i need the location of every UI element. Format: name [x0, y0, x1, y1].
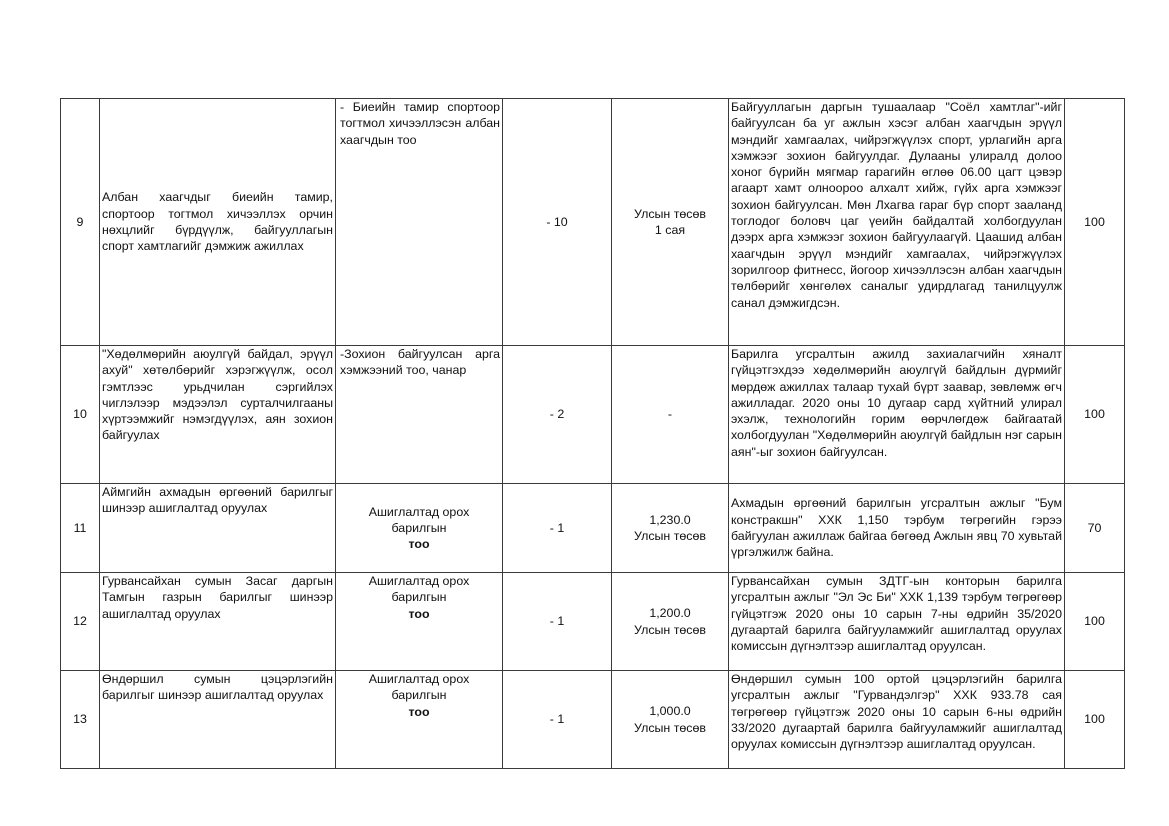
- budget: [612, 671, 729, 769]
- indicator: -Зохион байгуулсан арга хэмжээний тоо, чанар: [336, 346, 503, 484]
- table-row: [61, 99, 1125, 346]
- budget: [612, 573, 729, 671]
- budget: [612, 346, 729, 484]
- table-row: [61, 573, 1125, 671]
- budget: [612, 484, 729, 573]
- result-description: Байгууллагын даргын тушаалаар "Соёл хамтлаг"-ийг байгуулсан ба уг ажлын хэсэг албан хаагчдын эрүүл мэндийг хамгаалах, чийрэгжүүлэх спорт, урлагийн арга хэмжээг зохион байгуулдаг. Дулааны улиралд долоо хоног бүрийн мягмар гарагийн өглөө 06.00 цагт цэвэр агаарт хамт олноороо алхалт хийж, гүйх арга хэмжээг зохион байгуулсан. Мөн Лхагва гараг бүр спорт зааланд тоглодог боловч цаг үеийн байдалтай холбогдуулан дээрх арга хэмжээг зохион байгуулаагүй. Цаашид албан хаагчдын эрүүл мэндийг хамгаалах, чийрэгжүүлэх зорилгоор фитнесс, йогоор хичээллэсэн албан хаагчдын төлбөрийг хөнгөлөх саналыг удирдлагад танилцуулж санал дэмжигдсэн.: [729, 99, 1065, 346]
- result-description: Барилга угсралтын ажилд захиалагчийн хяналт гүйцэтгэхдээ хөдөлмөрийн аюулгүй байдлын дүрмийг мөрдөж ажиллах талаар тухай бүрт заавар, зөвлөмж өгч ажилладаг. 2020 оны 10 дугаар сард хүйтний улирал эхэлж, технологийн горим өөрчлөгдөж байгаатай холбогдуулан "Хөдөлмөрийн аюулгүй байдлын нэг сарын аян"-ыг зохион байгуулсан.: [729, 346, 1065, 484]
- table-row: [61, 484, 1125, 573]
- result-description: Өндөршил сумын 100 ортой цэцэрлэгийн барилга угсралтын ажлыг "Гурвандэлгэр" ХХК 933.78 сая төгрөгөөр гүйцэтгэж 2020 оны 10 сарын 6-ны өдрийн 33/2020 дугаартай барилга байгууламжийг ашиглалтад оруулах комиссын дүгнэлтээр ашиглалтад оруулсан.: [729, 671, 1065, 769]
- indicator-text: - Биеийн тамир спортоор тогтмол хичээллэсэн албан хаагчдын тоо: [340, 100, 500, 147]
- row-number: 10: [61, 346, 100, 484]
- table-row: [61, 671, 1125, 769]
- target-value: - 10: [503, 99, 612, 346]
- completion-percent: 100: [1065, 99, 1125, 346]
- budget-source: -: [667, 407, 673, 422]
- indicator: [336, 671, 503, 769]
- indicator-unit: тоо: [408, 537, 430, 552]
- target-value: - 1: [503, 484, 612, 573]
- budget-amount: 1,230.0: [649, 512, 691, 527]
- indicator-text: Ашиглалтад орох барилгын: [368, 504, 470, 535]
- table-row: [61, 346, 1125, 484]
- task-description: Өндөршил сумын цэцэрлэгийн барилгыг шинээр ашиглалтад оруулах: [100, 671, 336, 769]
- budget-amount: 1,200.0: [649, 606, 691, 621]
- indicator-unit: тоо: [408, 704, 430, 719]
- task-description: Гурвансайхан сумын Засаг даргын Тамгын газрын барилгыг шинээр ашиглалтад оруулах: [100, 573, 336, 671]
- budget-source: Улсын төсөв: [634, 206, 706, 221]
- row-number: 13: [61, 671, 100, 769]
- target-value: - 2: [503, 346, 612, 484]
- budget: [612, 99, 729, 346]
- row-number: 9: [61, 99, 100, 346]
- row-number: 11: [61, 484, 100, 573]
- completion-percent: 100: [1065, 573, 1125, 671]
- result-description: Ахмадын өргөөний барилгын угсралтын ажлыг "Бум констракшн" ХХК 1,150 тэрбум төгрөгийн гэрээ байгуулан ажиллаж байгаа бөгөөд Ажлын явц 70 хувьтай үргэлжилж байна.: [729, 484, 1065, 573]
- budget-note: 1 сая: [654, 223, 686, 237]
- completion-percent: 100: [1065, 671, 1125, 769]
- indicator: [336, 573, 503, 671]
- target-value: - 1: [503, 573, 612, 671]
- task-description: "Хөдөлмөрийн аюулгүй байдал, эрүүл ахуй" хөтөлбөрийг хэрэгжүүлж, осол гэмтлээс урьдчилан сэргийлэх чиглэлээр мэдээлэл сурталчилгааны хүртээмжийг нэмэгдүүлэх, аян зохион байгуулах: [100, 346, 336, 484]
- target-value: - 1: [503, 671, 612, 769]
- indicator-text: Ашиглалтад орох барилгын: [368, 672, 470, 703]
- performance-report-table: [60, 98, 1125, 769]
- task-description: Аймгийн ахмадын өргөөний барилгыг шинээр ашиглалтад оруулах: [100, 484, 336, 573]
- row-number: 12: [61, 573, 100, 671]
- budget-amount: 1,000.0: [649, 704, 691, 719]
- budget-source: Улсын төсөв: [634, 622, 706, 637]
- task-text: Албан хаагчдыг биеийн тамир, спортоор тогтмол хичээллэх орчин нөхцлийг бүрдүүлж, байгууллагын спорт хамтлагийг дэмжиж ажиллах: [102, 190, 333, 254]
- completion-percent: 100: [1065, 346, 1125, 484]
- result-description: Гурвансайхан сумын ЗДТГ-ын конторын барилга угсралтын ажлыг "Эл Эс Би" ХХК 1,139 тэрбум төгрөгөөр гүйцэтгэж 2020 оны 10 сарын 7-ны өдрийн 35/2020 дугаартай барилга байгууламжийг ашиглалтад оруулах комиссын дүгнэлтээр ашиглалтад оруулсан.: [729, 573, 1065, 671]
- budget-source: Улсын төсөв: [634, 720, 706, 735]
- indicator: [336, 99, 503, 346]
- indicator: [336, 484, 503, 573]
- completion-percent: 70: [1065, 484, 1125, 573]
- task-description: [100, 99, 336, 346]
- budget-source: Улсын төсөв: [634, 529, 706, 543]
- indicator-unit: тоо: [408, 606, 430, 621]
- indicator-text: Ашиглалтад орох барилгын: [368, 574, 470, 605]
